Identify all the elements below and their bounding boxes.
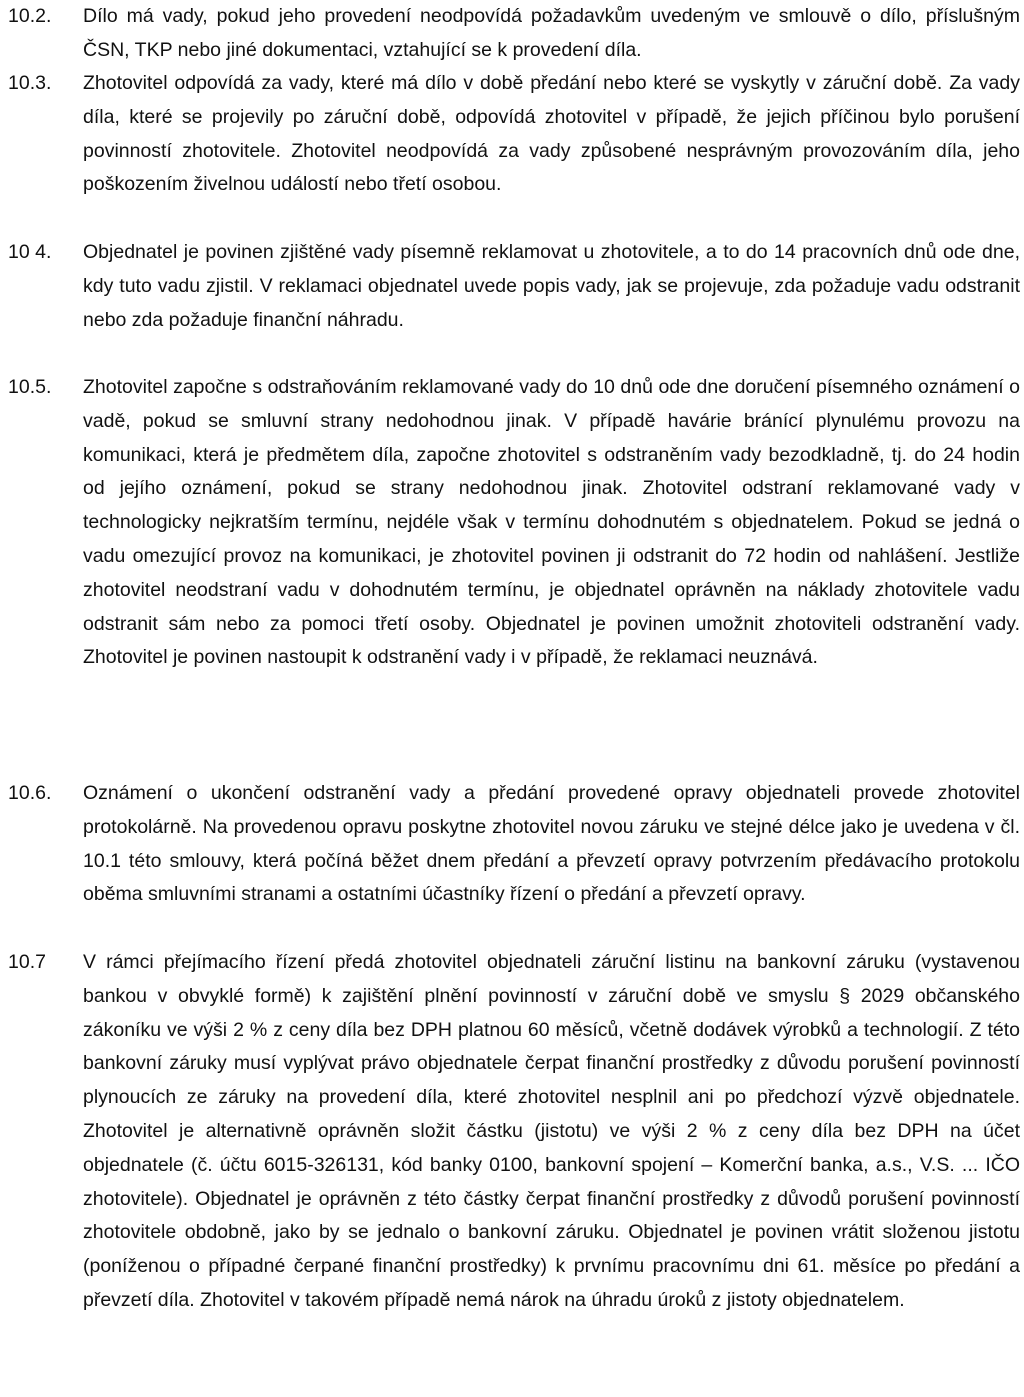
clause-10-2 bbox=[8, 0, 1020, 68]
clause-text: Zhotovitel započne s odstraňováním reklamované vady do 10 dnů ode dne doručení písemného oznámení o vadě, pokud se smluvní strany nedohodnou jinak. V případě havárie bránící plynulému provozu na komunikaci, která je předmětem díla, započne zhotovitel s odstraněním vady bezodkladně, tj. do 24 hodin od jejího oznámení, pokud se strany nedohodnou jinak. Zhotovitel odstraní reklamované vady v technologicky nejkratším termínu, nejdéle však v termínu dohodnutém s objednatelem. Pokud se jedná o vadu omezující provoz na komunikaci, je zhotovitel povinen ji odstranit do 72 hodin od nahlášení. Jestliže zhotovitel neodstraní vadu v dohodnutém termínu, je objednatel oprávněn na náklady zhotovitele vadu odstranit sám nebo za pomoci třetí osoby. Objednatel je povinen umožnit zhotoviteli odstranění vady. Zhotovitel je povinen nastoupit k odstranění vady i v případě, že reklamaci neuznává. bbox=[83, 376, 1020, 669]
scan-artifact bbox=[878, 1388, 946, 1397]
clause-number: 10 4. bbox=[8, 241, 52, 263]
clause-text: V rámci přejímacího řízení předá zhotovitel objednateli záruční listinu na bankovní záruku (vystavenou bankou v obvyklé formě) k zajištění plnění povinností v záruční době ve smyslu § 2029 občanského zákoníku ve výši 2 % z ceny díla bez DPH platnou 60 měsíců, včetně dodávek výrobků a technologií. Z této bankovní záruky musí vyplývat právo objednatele čerpat finanční prostředky z důvodu porušení povinností plynoucích ze záruky na provedení díla, které zhotovitel nesplnil ani po předchozí výzvě objednatele. Zhotovitel je alternativně oprávněn složit částku (jistotu) ve výši 2 % z ceny díla bez DPH na účet objednatele (č. účtu 6015-326131, kód banky 0100, bankovní spojení – Komerční banka, a.s., V.S. ... IČO zhotovitele). Objednatel je oprávněn z této částky čerpat finanční prostředky z důvodů porušení povinností zhotovitele obdobně, jako by se jednalo o bankovní záruku. Objednatel je povinen vrátit složenou jistotu (poníženou o případné čerpané finanční prostředky) k prvnímu pracovnímu dni 61. měsíce po předání a převzetí díla. Zhotovitel v takovém případě nemá nárok na úhradu úroků z jistoty objednatelem. bbox=[83, 951, 1020, 1311]
clause-10-7 bbox=[8, 946, 1020, 1318]
clause-10-3 bbox=[8, 67, 1020, 202]
clause-number: 10.7 bbox=[8, 951, 46, 973]
clause-10-4 bbox=[8, 236, 1020, 337]
clause-number: 10.3. bbox=[8, 72, 52, 94]
clause-text: Objednatel je povinen zjištěné vady písemně reklamovat u zhotovitele, a to do 14 pracovních dnů ode dne, kdy tuto vadu zjistil. V reklamaci objednatel uvede popis vady, jak se projevuje, zda požaduje vadu odstranit nebo zda požaduje finanční náhradu. bbox=[83, 241, 1020, 331]
clause-number: 10.6. bbox=[8, 782, 52, 804]
clause-text: Zhotovitel odpovídá za vady, které má dílo v době předání nebo které se vyskytly v záruční době. Za vady díla, které se projevily po záruční době, odpovídá zhotovitel v případě, že jejich příčinou bylo porušení povinností zhotovitele. Zhotovitel neodpovídá za vady způsobené nesprávným provozováním díla, jeho poškozením živelnou událostí nebo třetí osobou. bbox=[83, 72, 1020, 196]
clause-10-6 bbox=[8, 777, 1020, 912]
clause-10-5 bbox=[8, 371, 1020, 675]
clause-text: Oznámení o ukončení odstranění vady a předání provedené opravy objednateli provede zhotovitel protokolárně. Na provedenou opravu poskytne zhotovitel novou záruku ve stejné délce jako je uvedena v čl. 10.1 této smlouvy, která počíná běžet dnem předání a převzetí opravy potvrzením předávacího protokolu oběma smluvními stranami a ostatními účastníky řízení o předání a převzetí opravy. bbox=[83, 782, 1020, 906]
clause-number: 10.5. bbox=[8, 376, 52, 398]
clause-number: 10.2. bbox=[8, 5, 52, 27]
clause-text: Dílo má vady, pokud jeho provedení neodpovídá požadavkům uvedeným ve smlouvě o dílo, příslušným ČSN, TKP nebo jiné dokumentaci, vztahující se k provedení díla. bbox=[83, 5, 1020, 61]
